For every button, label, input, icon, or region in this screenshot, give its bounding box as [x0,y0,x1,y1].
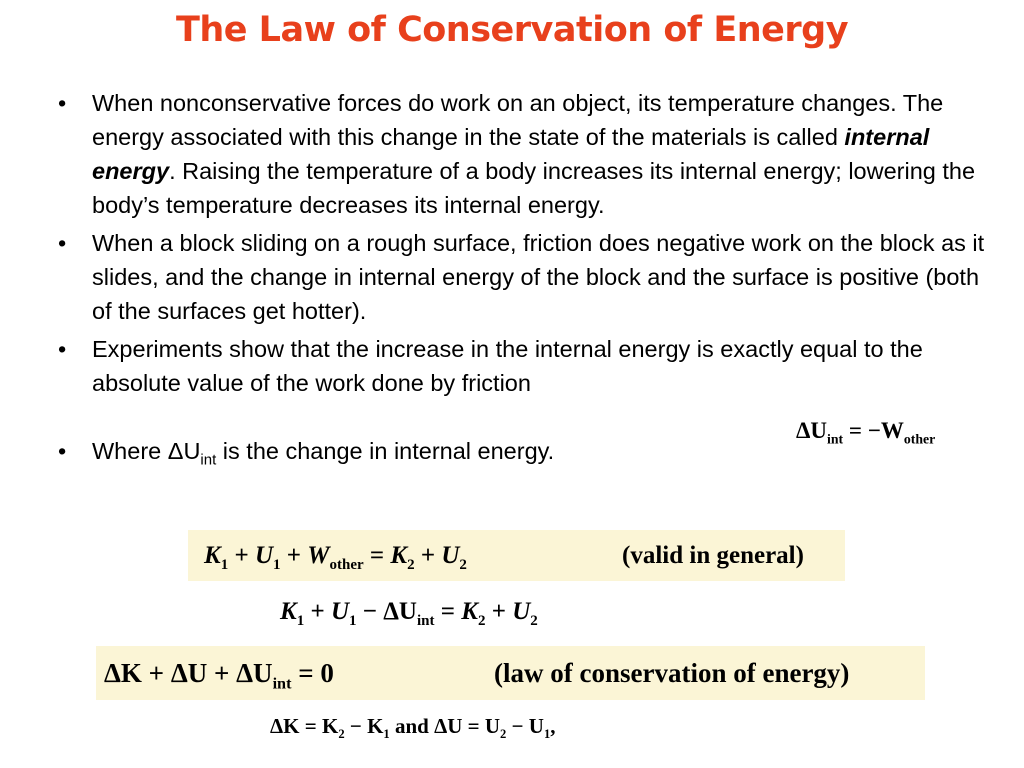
equation-definitions: $\Delta K = K_2 - K_1$ and $\Delta U = U_2 - U_1$, [270,714,556,742]
equation-note: (valid in general) [622,542,804,569]
bullet-text: Experiments show that the increase in the internal energy is exactly equal to the absolute value of the work done by friction [92,336,923,396]
bullet-text: Where ΔU [92,438,201,464]
equation-note: (law of conservation of energy) [494,658,850,688]
equation-box-conservation-law: $\Delta K + \Delta U + \Delta U_{int} = 0$ (law of conservation of energy) [96,646,925,700]
equation-with-internal-energy: $K_1 + U_1 - \Delta U_{int} = K_2 + U_2$ [280,598,538,629]
equation-box-general: $K_1 + U_1 + W_{other} = K_2 + U_2$ (valid in general) [188,530,845,581]
bullet-item-experiments [52,332,992,400]
bullet-item-friction [52,226,992,328]
bullet-dot: • [58,336,67,362]
bullet-dot: • [58,438,67,464]
slide-title: The Law of Conservation of Energy [175,10,849,50]
bullet-text: When a block sliding on a rough surface, friction does negative work on the block as it slides, and the change in internal energy of the block and the surface is positive (both of the surfaces get hotter). [92,230,985,324]
bullet-text: . Raising the temperature of a body increases its internal energy; lowering the body’s temperature decreases its internal energy. [92,158,976,218]
bullet-text: is the change in internal energy. [216,438,555,464]
emphasis-text: internal energy [92,124,930,184]
bullet-text: When nonconservative forces do work on an object, its temperature changes. The energy associated with this change in the state of the materials is called [92,90,944,150]
subscript: int [200,451,217,469]
bullet-item-internal-energy [52,86,992,222]
bullet-dot: • [58,90,67,116]
bullet-dot: • [58,230,67,256]
equation-internal-energy-work: $\Delta U_{int} = -W_{other}$ [796,418,936,447]
